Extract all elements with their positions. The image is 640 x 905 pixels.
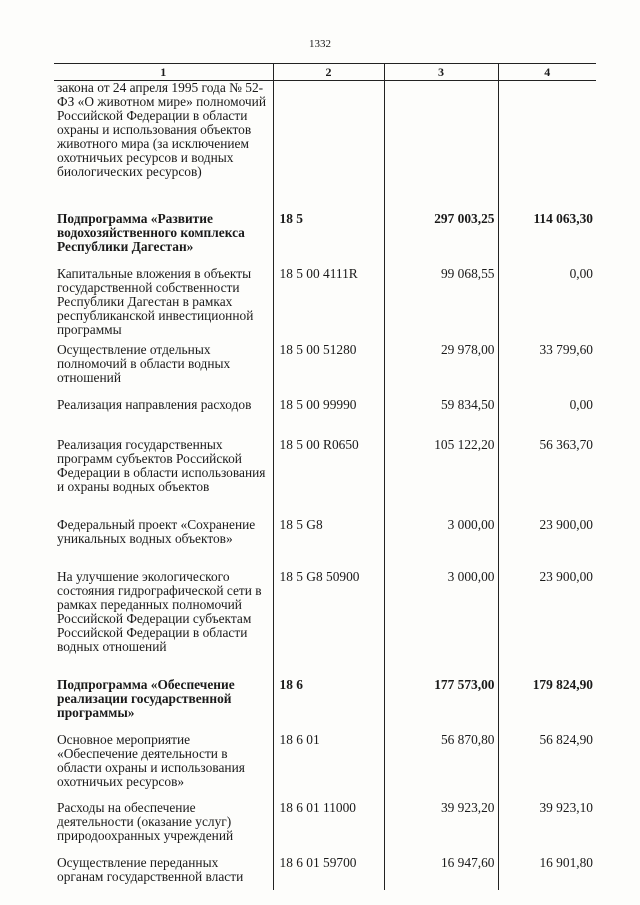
row-value-col3: 59 834,50 xyxy=(384,392,498,432)
table-row xyxy=(54,206,596,261)
table-row xyxy=(54,512,596,564)
row-code-cell: 18 5 G8 50900 xyxy=(273,564,384,672)
row-name-cell: Подпрограмма «Развитие водохозяйственного комплекса Республики Дагестан» xyxy=(57,210,245,254)
row-value-col4: 56 824,90 xyxy=(498,727,596,795)
row-code-cell: 18 6 01 11000 xyxy=(273,795,384,850)
row-value-col4: 56 363,70 xyxy=(498,432,596,512)
row-name-cell: закона от 24 апреля 1995 года № 52-ФЗ «О животном мире» полномочий Российской Федерации в области охраны и использования объектов животного мира (за исключением охотничьих ресурсов и водных биологических ресурсов) xyxy=(57,80,266,179)
table-row xyxy=(54,337,596,392)
row-name-cell: Реализация государственных программ субъектов Российской Федерации в области использования и охраны водных объектов xyxy=(57,436,266,494)
column-header-row xyxy=(54,64,596,81)
budget-table xyxy=(54,63,596,890)
row-value-col3: 3 000,00 xyxy=(384,564,498,672)
row-value-col3: 16 947,60 xyxy=(384,850,498,890)
column-header-4: 4 xyxy=(498,64,596,81)
column-header-3: 3 xyxy=(384,64,498,81)
row-name-cell: На улучшение экологического состояния гидрографической сети в рамках переданных полномочий Российской Федерации субъектам Российской Федерации в области водных отношений xyxy=(57,568,262,654)
row-name-cell: Федеральный проект «Сохранение уникальных водных объектов» xyxy=(57,516,256,546)
table-row xyxy=(54,261,596,337)
row-name-cell: Капитальные вложения в объекты государственной собственности Республики Дагестан в рамках республиканской инвестиционной программы xyxy=(57,265,254,337)
column-header-2: 2 xyxy=(273,64,384,81)
row-value-col3: 99 068,55 xyxy=(384,261,498,337)
row-value-col3 xyxy=(384,81,498,206)
table-row xyxy=(54,392,596,432)
table-row xyxy=(54,81,596,206)
row-name-cell: Реализация направления расходов xyxy=(57,396,252,412)
row-value-col3: 297 003,25 xyxy=(384,206,498,261)
table-row xyxy=(54,564,596,672)
row-code-cell: 18 5 00 4111R xyxy=(273,261,384,337)
row-value-col3: 177 573,00 xyxy=(384,672,498,727)
row-code-cell: 18 6 01 xyxy=(273,727,384,795)
table-row xyxy=(54,727,596,795)
table-row xyxy=(54,795,596,850)
row-code-cell: 18 6 xyxy=(273,672,384,727)
row-value-col4: 23 900,00 xyxy=(498,512,596,564)
row-value-col4: 23 900,00 xyxy=(498,564,596,672)
row-value-col4: 0,00 xyxy=(498,392,596,432)
table-row xyxy=(54,432,596,512)
table-row xyxy=(54,672,596,727)
column-header-1: 1 xyxy=(54,64,273,81)
row-value-col4: 0,00 xyxy=(498,261,596,337)
row-value-col4: 16 901,80 xyxy=(498,850,596,890)
row-code-cell: 18 6 01 59700 xyxy=(273,850,384,890)
row-name-cell: Осуществление отдельных полномочий в области водных отношений xyxy=(57,341,231,385)
row-code-cell: 18 5 G8 xyxy=(273,512,384,564)
table-row xyxy=(54,850,596,890)
row-code-cell: 18 5 xyxy=(273,206,384,261)
row-value-col4: 33 799,60 xyxy=(498,337,596,392)
row-code-cell: 18 5 00 51280 xyxy=(273,337,384,392)
row-name-cell: Расходы на обеспечение деятельности (оказание услуг) природоохранных учреждений xyxy=(57,799,234,843)
row-name-cell: Осуществление переданных органам государственной власти xyxy=(57,854,244,884)
row-code-cell xyxy=(273,81,384,206)
row-value-col3: 105 122,20 xyxy=(384,432,498,512)
row-value-col4 xyxy=(498,81,596,206)
row-value-col4: 39 923,10 xyxy=(498,795,596,850)
row-name-cell: Подпрограмма «Обеспечение реализации государственной программы» xyxy=(57,676,235,720)
row-value-col4: 179 824,90 xyxy=(498,672,596,727)
row-value-col3: 56 870,80 xyxy=(384,727,498,795)
row-code-cell: 18 5 00 99990 xyxy=(273,392,384,432)
row-code-cell: 18 5 00 R0650 xyxy=(273,432,384,512)
row-name-cell: Основное мероприятие «Обеспечение деятельности в области охраны и использования охотничьих ресурсов» xyxy=(57,731,245,789)
page-number: 1332 xyxy=(309,38,331,50)
row-value-col4: 114 063,30 xyxy=(498,206,596,261)
row-value-col3: 29 978,00 xyxy=(384,337,498,392)
row-value-col3: 39 923,20 xyxy=(384,795,498,850)
row-value-col3: 3 000,00 xyxy=(384,512,498,564)
